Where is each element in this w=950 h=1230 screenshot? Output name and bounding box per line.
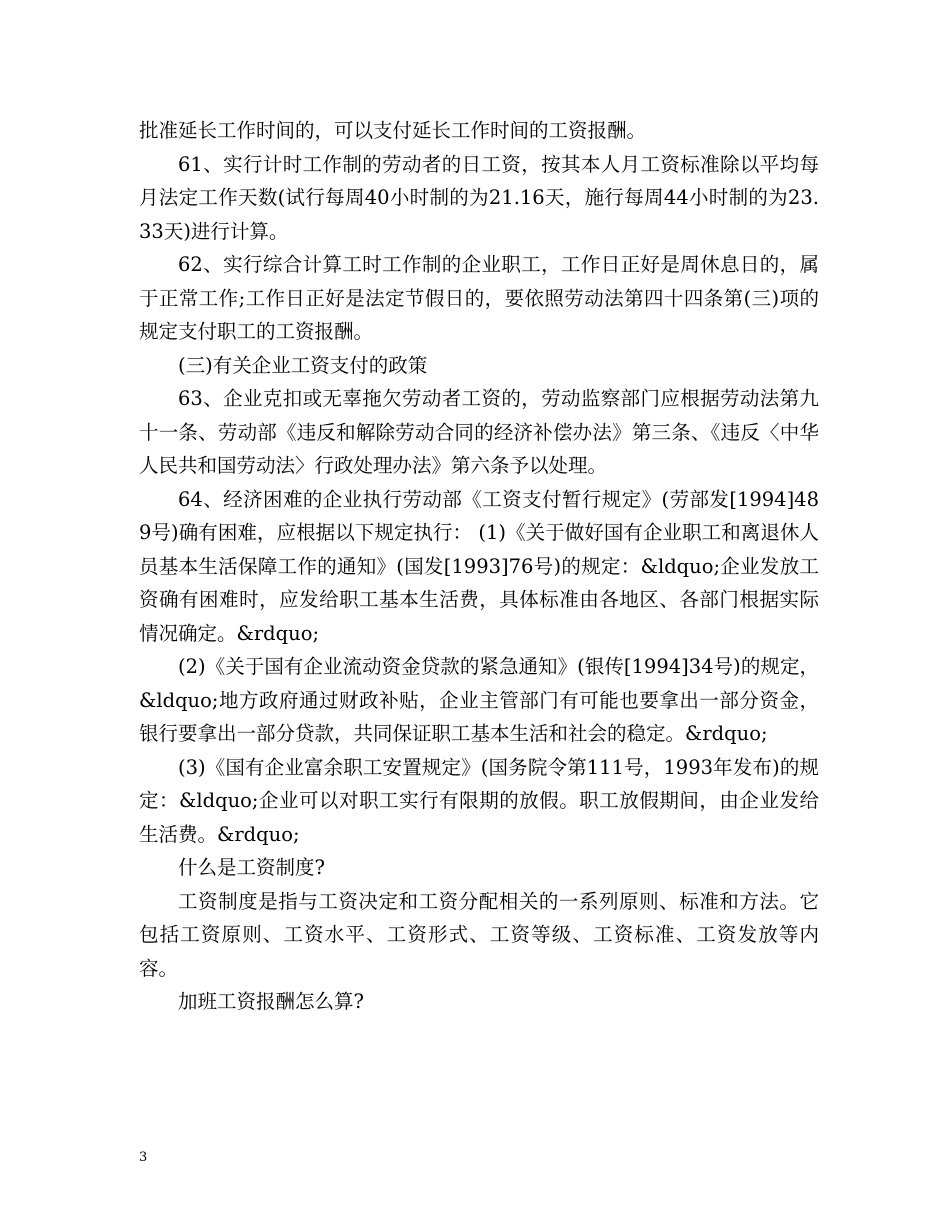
paragraph-2: 61、实行计时工作制的劳动者的日工资，按其本人月工资标准除以平均每月法定工作天数(试行每周40小时制的为21.16天，施行每周44小时制的为23.33天)进行计算。 bbox=[139, 152, 819, 243]
question-heading-2: 加班工资报酬怎么算? bbox=[178, 990, 364, 1013]
page-number: 3 bbox=[139, 1150, 148, 1165]
paragraph-5: 63、企业克扣或无辜拖欠劳动者工资的，劳动监察部门应根据劳动法第九十一条、劳动部《违反和解除劳动合同的经济补偿办法》第三条、《违反〈中华人民共和国劳动法〉行政处理办法》第六条予以处理。 bbox=[139, 387, 819, 477]
paragraph-7: (2)《关于国有企业流动资金贷款的紧急通知》(银传[1994]34号)的规定，&ldquo;地方政府通过财政补贴，企业主管部门有可能也要拿出一部分资金，银行要拿出一部分贷款，共同保证职工基本生活和社会的稳定。&rdquo; bbox=[139, 655, 819, 745]
paragraph-3: 62、实行综合计算工时工作制的企业职工，工作日正好是周休息日的，属于正常工作;工作日正好是法定节假日的，要依照劳动法第四十四条第(三)项的规定支付职工的工资报酬。 bbox=[139, 253, 819, 343]
paragraph-1: 批准延长工作时间的，可以支付延长工作时间的工资报酬。 bbox=[139, 119, 647, 142]
section-heading: (三)有关企业工资支付的政策 bbox=[178, 353, 428, 377]
page-body bbox=[139, 114, 819, 1019]
paragraph-6: 64、经济困难的企业执行劳动部《工资支付暂行规定》(劳部发[1994]489号)确有困难，应根据以下规定执行： (1)《关于做好国有企业职工和离退休人员基本生活保障工作的通知》(国发[1993]76号)的规定：&ldquo;企业发放工资确有困难时，应发给职工基本生活费，具体标准由各地区、各部门根据实际情况确定。&rdquo; bbox=[139, 487, 819, 645]
paragraph-8: (3)《国有企业富余职工安置规定》(国务院令第111号，1993年发布)的规定：&ldquo;企业可以对职工实行有限期的放假。职工放假期间，由企业发给生活费。&rdquo; bbox=[139, 755, 819, 846]
paragraph-10: 工资制度是指与工资决定和工资分配相关的一系列原则、标准和方法。它包括工资原则、工资水平、工资形式、工资等级、工资标准、工资发放等内容。 bbox=[139, 889, 819, 980]
question-heading-1: 什么是工资制度? bbox=[178, 856, 325, 879]
